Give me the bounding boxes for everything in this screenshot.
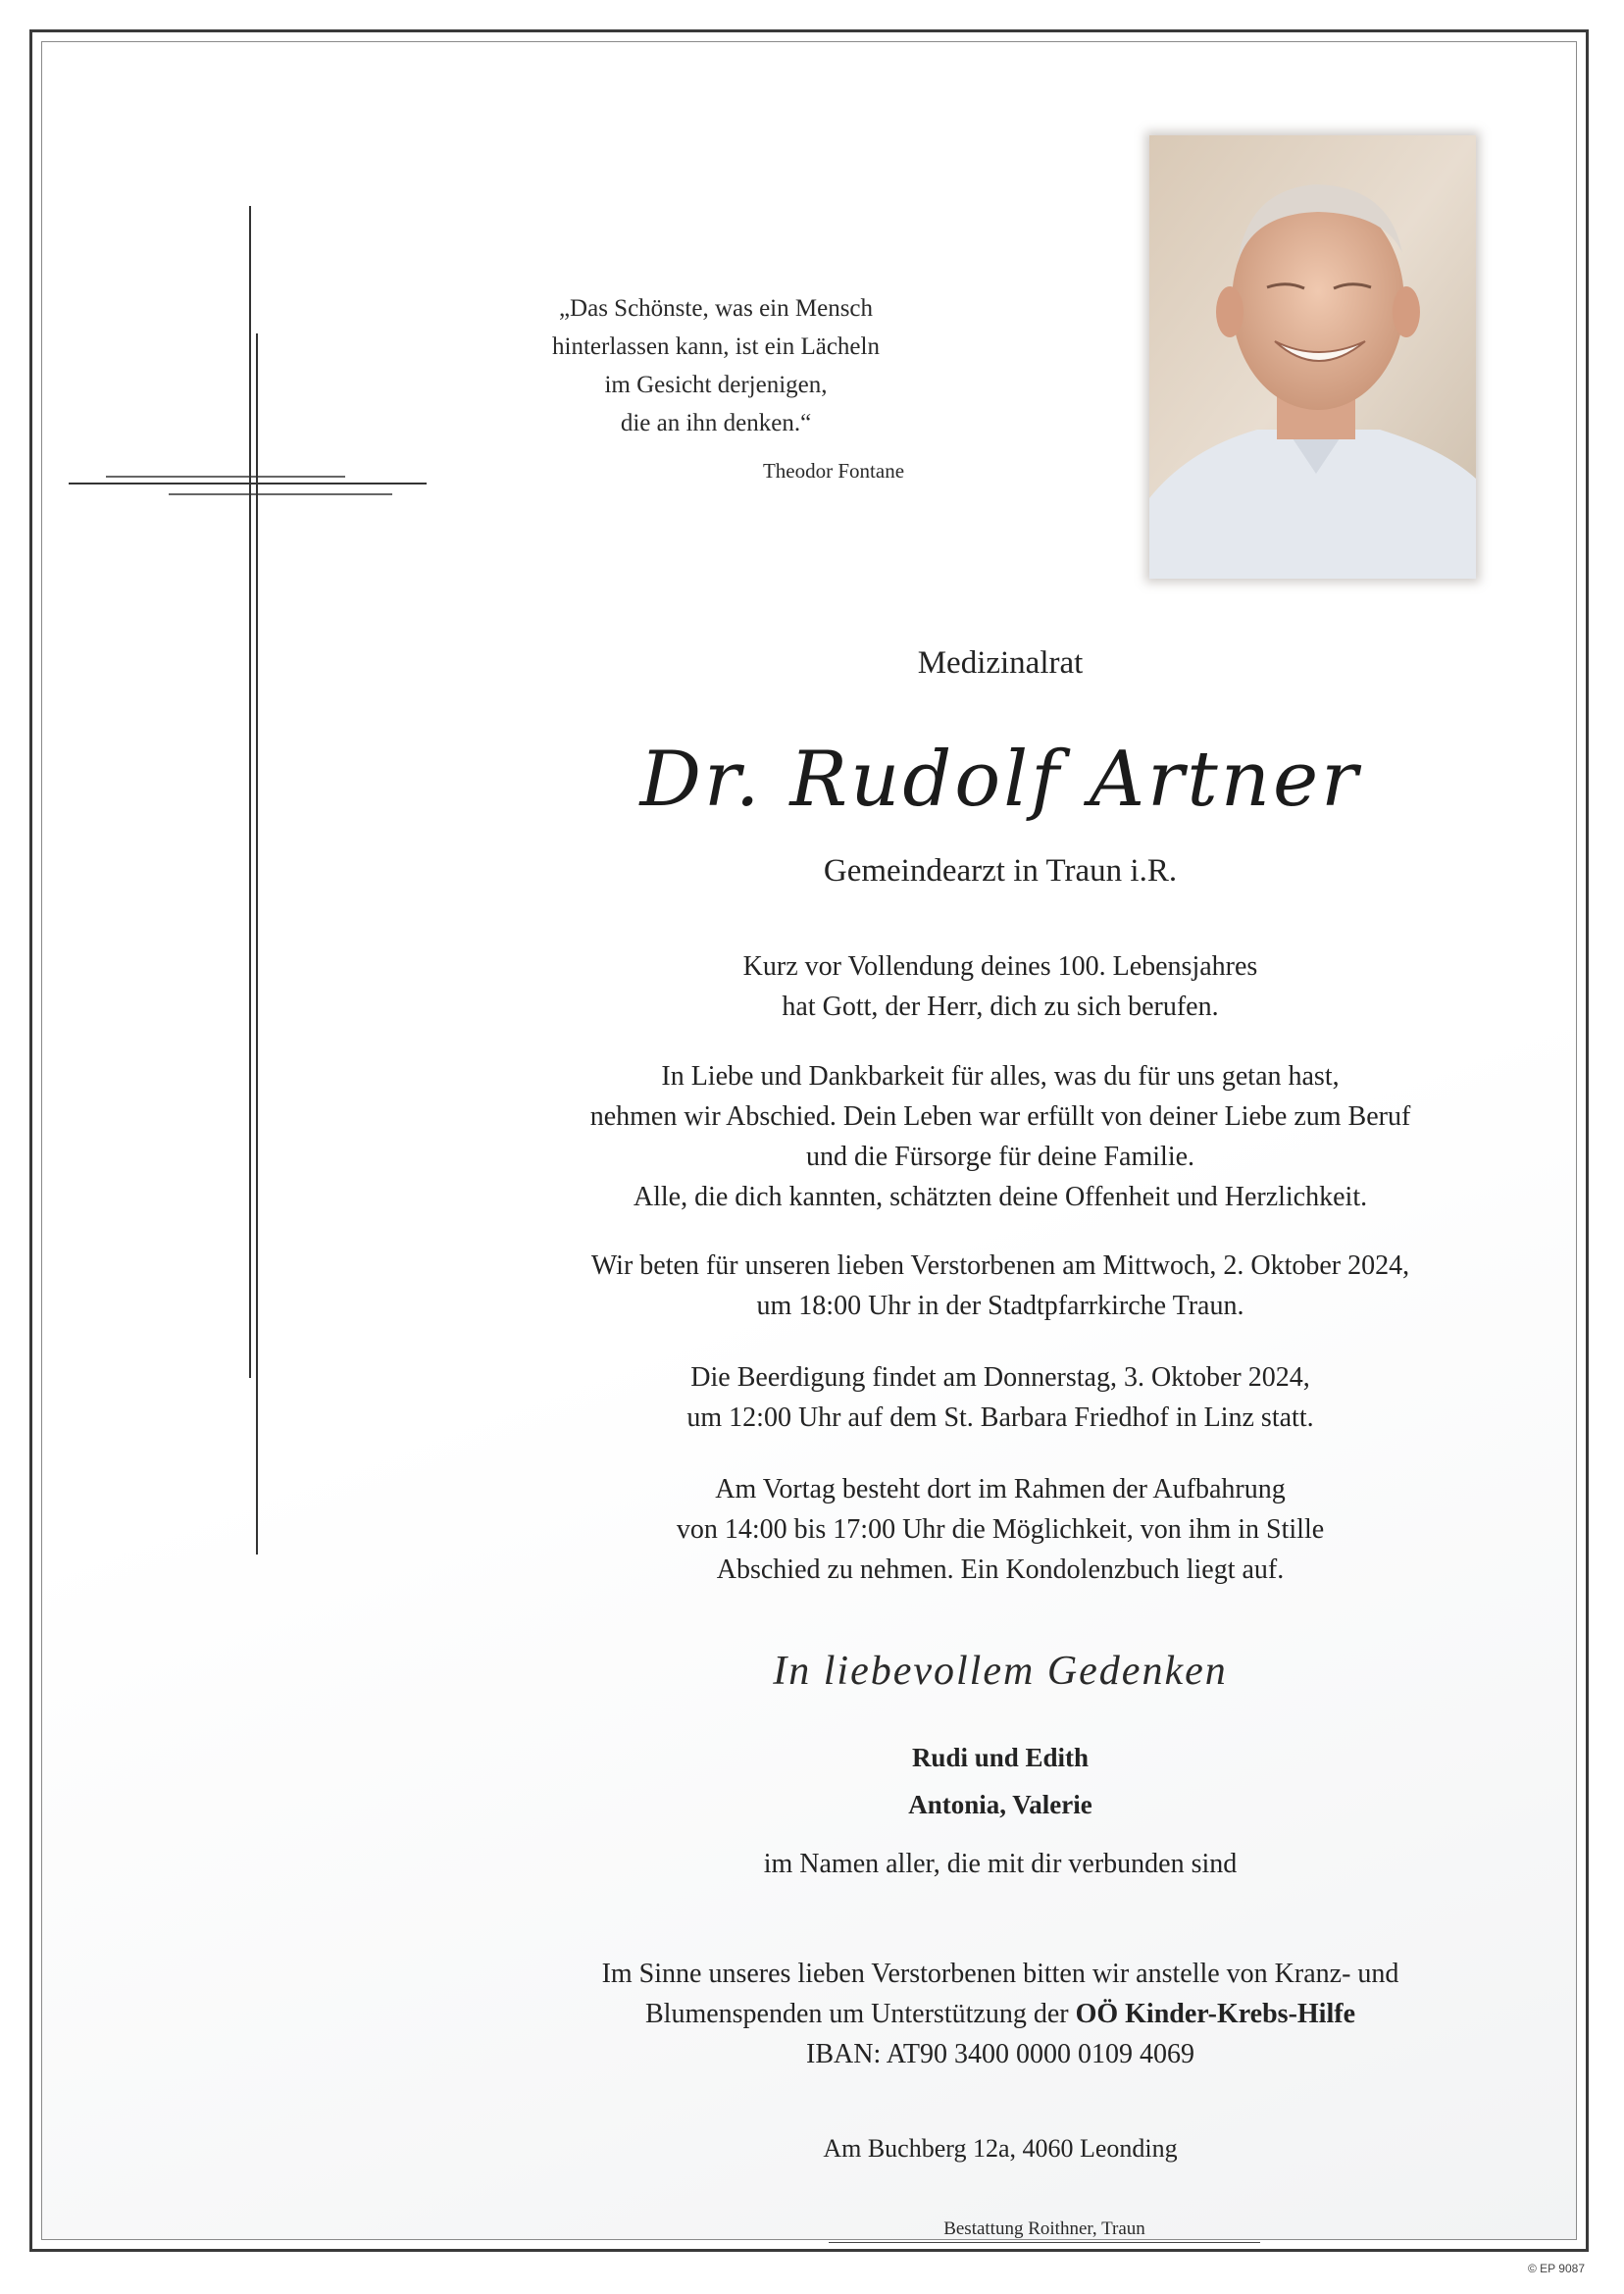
text-line: Die Beerdigung findet am Donnerstag, 3. Oktober 2024,: [690, 1362, 1310, 1393]
text-fragment: Blumenspenden um Unterstützung der: [644, 1999, 1076, 2029]
text-line: Kurz vor Vollendung deines 100. Lebensjahres: [742, 951, 1258, 982]
paragraph-burial: [451, 1357, 1549, 1438]
text-line: hat Gott, der Herr, dich zu sich berufen.: [782, 992, 1219, 1022]
text-line: nehmen wir Abschied. Dein Leben war erfüllt von deiner Liebe zum Beruf: [589, 1101, 1411, 1132]
signer-line: Rudi und Edith: [911, 1743, 1090, 1772]
funeral-home: Bestattung Roithner, Traun: [829, 2218, 1260, 2243]
text-line: Wir beten für unseren lieben Verstorbenen am Mittwoch, 2. Oktober 2024,: [590, 1250, 1410, 1281]
deceased-name: Dr. Rudolf Artner: [639, 736, 1361, 824]
paragraph-prayer: [451, 1246, 1549, 1326]
signer-line: Antonia, Valerie: [908, 1790, 1092, 1819]
text-line: Am Vortag besteht dort im Rahmen der Aufbahrung: [715, 1474, 1286, 1504]
quote-line: die an ihn denken.“: [620, 410, 812, 436]
on-behalf-text: im Namen aller, die mit dir verbunden sind: [763, 1849, 1238, 1879]
text-line: Abschied zu nehmen. Ein Kondolenzbuch liegt auf.: [716, 1555, 1285, 1585]
text-line: Alle, die dich kannten, schätzten deine Offenheit und Herzlichkeit.: [633, 1182, 1368, 1212]
cross-icon: [59, 206, 441, 1569]
iban: IBAN: AT90 3400 0000 0109 4069: [806, 2039, 1194, 2069]
memory-heading: In liebevollem Gedenken: [773, 1649, 1228, 1694]
text-line: [451, 1994, 1549, 2034]
quote-line: hinterlassen kann, ist ein Lächeln: [552, 333, 880, 360]
paragraph-viewing: [451, 1469, 1549, 1590]
quote-line: im Gesicht derjenigen,: [604, 372, 828, 398]
paragraph-farewell: [451, 1056, 1549, 1217]
quote-author: Theodor Fontane: [762, 459, 905, 483]
deceased-position: Gemeindearzt in Traun i.R.: [823, 853, 1178, 889]
quote: [471, 289, 961, 442]
address: Am Buchberg 12a, 4060 Leonding: [823, 2134, 1178, 2163]
quote-line: „Das Schönste, was ein Mensch: [558, 295, 874, 322]
paragraph-death: [451, 946, 1549, 1027]
text-line: und die Fürsorge für deine Familie.: [805, 1142, 1195, 1172]
text-line: In Liebe und Dankbarkeit für alles, was du für uns getan hast,: [661, 1061, 1340, 1092]
text-line: um 12:00 Uhr auf dem St. Barbara Friedhof in Linz statt.: [686, 1402, 1314, 1433]
organization-name: OÖ Kinder-Krebs-Hilfe: [1075, 1999, 1355, 2029]
donation-paragraph: [451, 1954, 1549, 2074]
signers: [451, 1734, 1549, 1828]
document-code: © EP 9087: [1528, 2262, 1585, 2275]
deceased-title: Medizinalrat: [917, 645, 1084, 681]
text-line: um 18:00 Uhr in der Stadtpfarrkirche Traun.: [756, 1291, 1244, 1321]
text-line: von 14:00 bis 17:00 Uhr die Möglichkeit, von ihm in Stille: [676, 1514, 1325, 1545]
portrait-photo: [1149, 135, 1476, 579]
text-line: Im Sinne unseres lieben Verstorbenen bitten wir anstelle von Kranz- und: [601, 1959, 1399, 1989]
